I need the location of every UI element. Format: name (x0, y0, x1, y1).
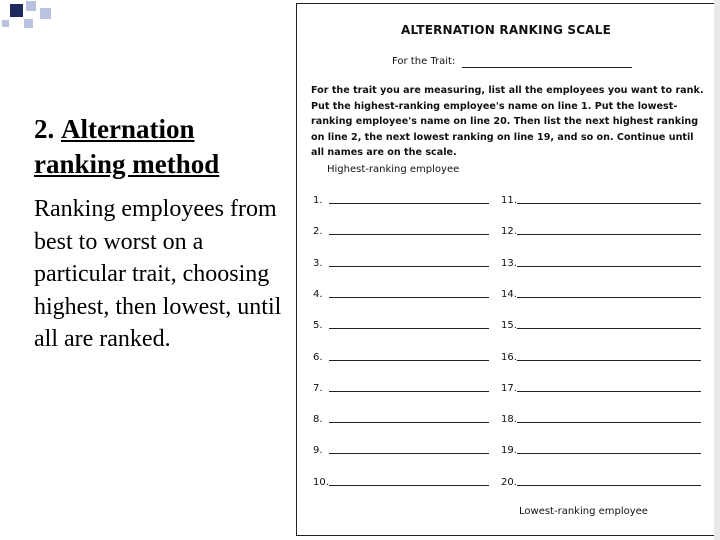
lowest-ranking-label: Lowest-ranking employee (519, 506, 648, 517)
rank-line-10[interactable] (313, 474, 489, 488)
rank-number: 2. (313, 226, 323, 238)
rank-line-16[interactable] (501, 349, 701, 363)
trait-label: For the Trait: (392, 56, 456, 67)
deco-square-dark (10, 4, 23, 17)
rank-line-5[interactable] (313, 317, 489, 331)
rank-entry-line[interactable] (329, 297, 489, 298)
slide-edge (714, 0, 720, 540)
rank-number: 7. (313, 382, 323, 394)
rank-number: 5. (313, 320, 323, 332)
rank-entry-line[interactable] (329, 266, 489, 267)
rank-line-13[interactable] (501, 255, 701, 269)
rank-line-3[interactable] (313, 255, 489, 269)
rank-number: 10. (313, 476, 329, 488)
rank-number: 18. (501, 414, 517, 426)
rank-entry-line[interactable] (517, 453, 701, 454)
rank-entry-line[interactable] (329, 328, 489, 329)
rank-entry-line[interactable] (517, 391, 701, 392)
rank-line-12[interactable] (501, 223, 701, 237)
slide-body-text: Ranking employees from best to worst on a particular trait, choosing highest, then lowest, until all are ranked. (34, 196, 282, 352)
rank-line-20[interactable] (501, 474, 701, 488)
rank-line-4[interactable] (313, 286, 489, 300)
rank-number: 20. (501, 476, 517, 488)
rank-number: 12. (501, 226, 517, 238)
rank-line-18[interactable] (501, 411, 701, 425)
rank-entry-line[interactable] (517, 422, 701, 423)
rank-entry-line[interactable] (329, 391, 489, 392)
form-title: ALTERNATION RANKING SCALE (400, 23, 612, 37)
title-link[interactable]: Alternation ranking method (34, 114, 220, 179)
deco-square-light (40, 8, 51, 19)
deco-square-light (24, 19, 33, 28)
rank-line-15[interactable] (501, 317, 701, 331)
rank-entry-line[interactable] (517, 485, 701, 486)
rank-number: 4. (313, 288, 323, 300)
corner-decoration (0, 0, 60, 40)
rank-entry-line[interactable] (517, 203, 701, 204)
rank-entry-line[interactable] (517, 234, 701, 235)
rank-entry-line[interactable] (329, 485, 489, 486)
rank-line-17[interactable] (501, 380, 701, 394)
rank-number: 19. (501, 445, 517, 457)
rank-entry-line[interactable] (329, 203, 489, 204)
rank-entry-line[interactable] (517, 266, 701, 267)
rank-line-1[interactable] (313, 192, 489, 206)
rank-line-6[interactable] (313, 349, 489, 363)
rank-number: 9. (313, 445, 323, 457)
rank-entry-line[interactable] (329, 422, 489, 423)
rank-number: 17. (501, 382, 517, 394)
rank-number: 1. (313, 195, 323, 206)
form-instructions: For the trait you are measuring, list all the employees you want to rank. Put the highest-ranking employee's name on line 1. Put the lowest-ranking employee's name on line 20. Then list the next highest ranking on line 2, the next lowest ranking on line 19, and so on. Continue until all names are on the scale. (311, 85, 704, 159)
trait-input-line[interactable] (462, 67, 632, 68)
slide-title (34, 112, 284, 182)
rank-line-2[interactable] (313, 223, 489, 237)
rank-number: 6. (313, 351, 323, 363)
rank-number: 8. (313, 414, 323, 426)
rank-entry-line[interactable] (517, 328, 701, 329)
rank-number: 16. (501, 351, 517, 363)
deco-square-light (2, 20, 9, 27)
rank-line-14[interactable] (501, 286, 701, 300)
rank-line-8[interactable] (313, 411, 489, 425)
deco-square-light (26, 1, 36, 11)
rank-entry-line[interactable] (329, 234, 489, 235)
rank-line-9[interactable] (313, 442, 489, 456)
rank-line-11[interactable] (501, 192, 701, 206)
rank-line-19[interactable] (501, 442, 701, 456)
highest-ranking-label: Highest-ranking employee (327, 164, 460, 175)
rank-entry-line[interactable] (517, 360, 701, 361)
rank-entry-line[interactable] (517, 297, 701, 298)
ranking-scale-form (296, 3, 716, 536)
rank-number: 13. (501, 257, 517, 269)
rank-number: 15. (501, 320, 517, 332)
rank-number: 11. (501, 195, 517, 206)
rank-entry-line[interactable] (329, 453, 489, 454)
title-number: 2. (34, 114, 55, 144)
rank-number: 14. (501, 288, 517, 300)
rank-number: 3. (313, 257, 323, 269)
rank-line-7[interactable] (313, 380, 489, 394)
rank-entry-line[interactable] (329, 360, 489, 361)
